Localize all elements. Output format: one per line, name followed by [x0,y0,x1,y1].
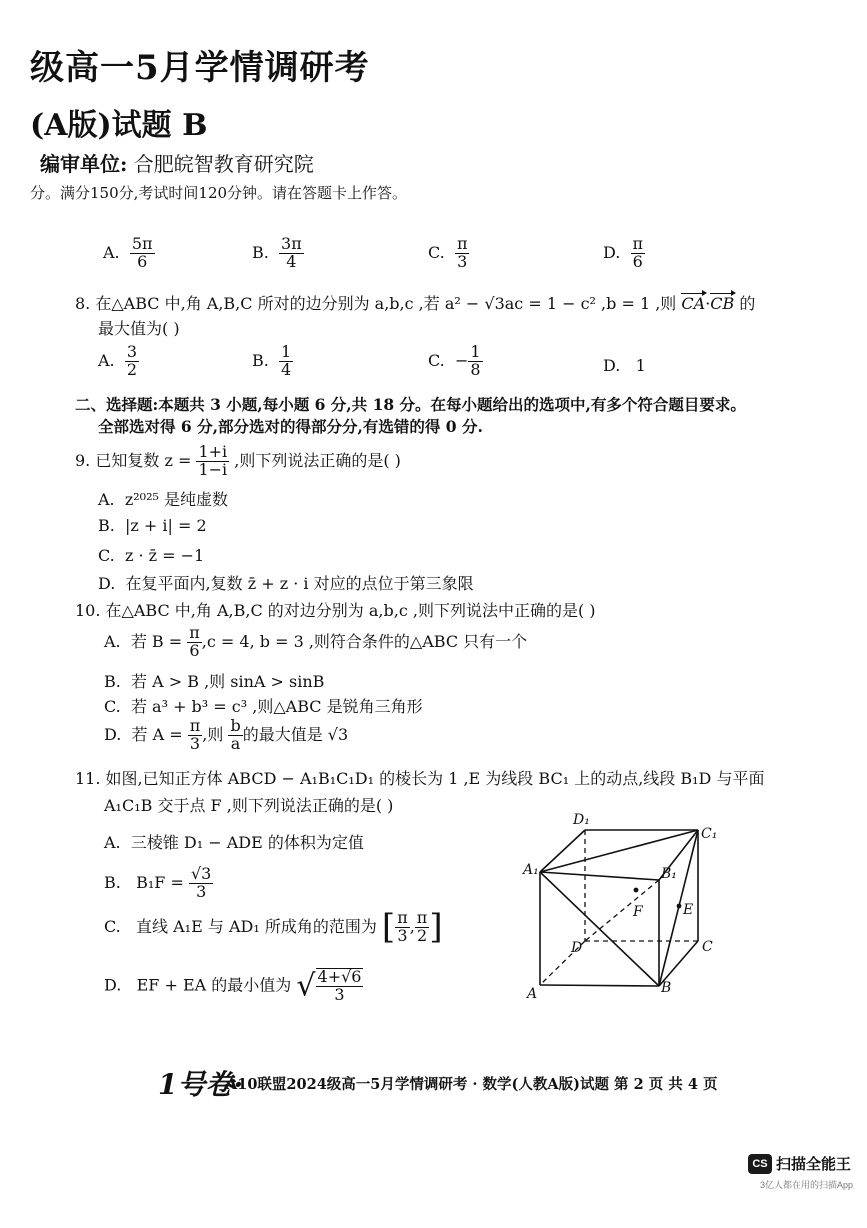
q11-option-d [104,968,363,1004]
q9-option-d [98,571,474,594]
denominator: 3 [397,925,408,945]
sqrt-sign: √ [296,968,316,1004]
label-b1: B₁ [661,866,677,882]
denominator: a [230,733,241,753]
denominator: 2 [416,925,428,945]
option-letter: D. [104,975,122,995]
scanner-badge-icon: CS [748,1154,772,1174]
option-text: 直线 A₁E 与 AD₁ 所成角的范围为 [136,916,377,936]
option-letter: B. [98,516,115,535]
q9-option-a [98,487,228,510]
fraction [415,910,430,945]
denominator: 2 [126,359,137,379]
option-text: z²⁰²⁵ 是纯虚数 [124,490,228,509]
option-letter: B. [252,350,269,370]
vector-cb: CB [710,294,735,313]
q8-text: 在△ABC 中,角 A,B,C 所对的边分别为 a,b,c ,若 a² − √3ac = 1 − c² ,b = 1 ,则 [95,294,677,313]
question-number: 9. [75,450,91,470]
option-text: 若 B = [130,631,183,651]
q8-text-end: 的 [739,294,756,313]
fraction [279,236,304,271]
denominator: 6 [137,251,148,271]
fraction [468,344,482,379]
editor-name: 合肥皖智教育研究院 [133,152,314,176]
denominator: 6 [632,251,643,271]
label-f: F [633,904,643,920]
q8-stem-line2: 最大值为( ) [98,319,180,338]
exam-note: 分。满分150分,考试时间120分钟。请在答题卡上作答。 [30,184,408,202]
numerator: b [230,716,241,735]
numerator: π [632,234,644,253]
q11-stem-line2: A₁C₁B 交于点 F ,则下列说法正确的是( ) [104,796,394,815]
denominator: 8 [470,359,481,379]
label-d: D [571,940,583,956]
option-letter: A. [103,242,120,262]
q9-stem [75,444,401,479]
q8-option-a [98,344,139,379]
q9-text: 已知复数 z = [95,450,192,470]
label-a1: A₁ [523,862,539,878]
fraction [130,236,155,271]
denominator: 3 [189,733,201,753]
option-letter: A. [104,833,121,852]
numerator: 1 [470,342,481,361]
numerator: 5π [131,234,153,253]
right-bracket: ] [429,907,443,948]
q8-option-b [252,344,293,379]
option-text: B₁F = [136,872,184,892]
denominator: 4 [281,359,292,379]
denominator: 3 [196,881,207,901]
vector-ca: CA [681,294,706,313]
numerator: π [189,716,201,735]
scanner-name: 扫描全能王 [776,1156,852,1173]
label-b: B [661,980,672,996]
denominator: 4 [286,251,297,271]
q11-option-a [104,830,364,853]
option-letter: D. [98,574,116,593]
question-number: 10. [75,601,101,620]
fraction [395,910,410,945]
fraction [188,718,203,753]
q7-option-a [103,236,155,271]
dot: · [705,294,711,313]
q11-stem [75,766,764,789]
question-number: 11. [75,769,101,788]
numerator: √3 [190,864,212,883]
option-letter: A. [98,490,115,509]
q10-option-a [104,625,527,660]
q7-option-d [603,236,645,271]
fraction [455,236,470,271]
fraction [189,866,213,901]
numerator: 3π [281,234,302,253]
option-letter: B. [104,672,121,691]
option-letter: C. [104,697,121,716]
option-letter: D. [104,724,122,744]
option-letter: C. [98,546,115,565]
option-letter: A. [98,350,115,370]
q7-option-b [252,236,304,271]
fraction [187,625,202,660]
numerator: π [397,908,408,927]
q8-option-c [428,344,483,379]
option-letter: C. [428,242,445,262]
fraction [196,444,229,479]
option-letter: C. [428,350,445,370]
option-text-end: 的最大值是 √3 [242,724,349,744]
fraction [125,344,139,379]
option-text: z · z̄ = −1 [124,546,205,565]
numerator: π [416,908,428,927]
fraction [316,968,364,1004]
q11-option-b [104,866,213,901]
scanner-tagline: 3亿人都在用的扫描App [760,1180,854,1190]
label-e: E [683,902,694,918]
option-text: EF + EA 的最小值为 [136,975,292,995]
label-d1: D₁ [573,812,590,828]
label-c: C [702,939,713,955]
numerator: π [189,623,200,642]
option-text: 在复平面内,复数 z̄ + z · i 对应的点位于第三象限 [125,574,474,593]
q7-option-c [428,236,469,271]
section2-heading: 二、选择题:本题共 3 小题,每小题 6 分,共 18 分。在每小题给出的选项中,有多个符合题目要求。 [75,395,746,414]
q10-stem [75,598,596,621]
exam-title: 级高一5月学情调研考 [30,48,370,88]
option-text: |z + i| = 2 [125,516,207,535]
denominator: 3 [457,251,468,271]
option-letter: A. [104,631,121,651]
option-text: 若 A > B ,则 sinA > sinB [131,672,325,691]
q10-option-c [104,694,423,717]
fraction [631,236,646,271]
option-letter: C. [104,916,121,936]
footer-logo: 1号卷· [158,1068,244,1101]
question-number: 8. [75,294,91,313]
denominator: 6 [189,640,200,660]
option-value: 1 [635,356,646,375]
label-a: A [527,986,538,1002]
q10-option-b [104,669,324,692]
q9-option-b [98,516,207,535]
option-text: 若 a³ + b³ = c³ ,则△ABC 是锐角三角形 [130,697,423,716]
option-letter: B. [104,872,121,892]
q10-option-d [104,718,348,753]
section2-heading-line2: 全部选对得 6 分,部分选对的得部分分,有选错的得 0 分. [98,417,483,436]
q11-text: 如图,已知正方体 ABCD − A₁B₁C₁D₁ 的棱长为 1 ,E 为线段 BC₁ 上的动点,线段 B₁D 与平面 [105,769,765,788]
footer-text: A10联盟2024级高一5月学情调研考 · 数学(人教A版)试题 第 2 页 共 4 页 [226,1076,718,1093]
editor-line [40,148,314,177]
numerator: 3 [126,342,137,361]
fraction [228,718,242,753]
numerator: 1+i [198,442,228,461]
exam-subtitle: (A版)试题 B [30,108,208,143]
q9-text-end: ,则下列说法正确的是( ) [234,450,401,470]
option-letter: D. [603,242,621,262]
denominator: 1−i [198,459,228,479]
numerator: 1 [281,342,292,361]
option-text: ,则 [202,724,224,744]
option-text-end: ,c = 4, b = 3 ,则符合条件的△ABC 只有一个 [201,631,528,651]
option-text: 若 A = [131,724,183,744]
q8-stem [75,291,755,314]
denominator: 3 [334,984,345,1004]
option-text: 三棱锥 D₁ − ADE 的体积为定值 [130,833,364,852]
minus-sign: − [454,350,469,370]
q9-option-c [98,546,204,565]
numerator: 4+√6 [317,967,362,986]
q11-option-c [104,907,443,948]
q10-text: 在△ABC 中,角 A,B,C 的对边分别为 a,b,c ,则下列说法中正确的是( ) [105,601,596,620]
cube-figure [515,808,740,1008]
editor-label: 编审单位: [40,152,128,176]
comma: , [409,916,415,936]
option-letter: D. [603,356,621,375]
numerator: π [456,234,468,253]
fraction [279,344,293,379]
left-bracket: [ [381,907,396,948]
q8-option-d [603,356,646,375]
option-letter: B. [252,242,269,262]
label-c1: C₁ [701,826,718,842]
